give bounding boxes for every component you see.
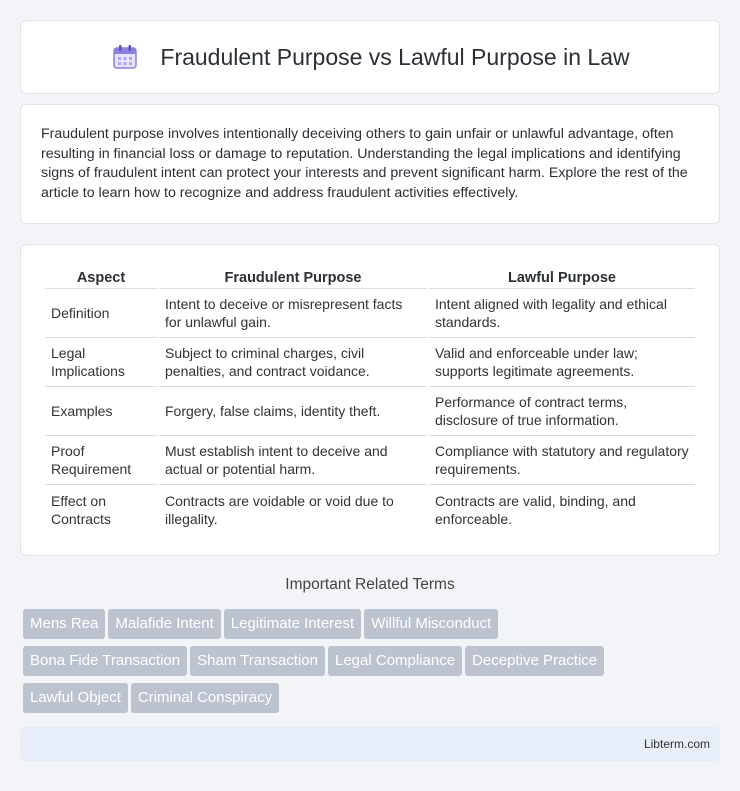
related-terms-list [23,609,723,720]
related-term-tag[interactable]: Malafide Intent [108,609,220,639]
footer-site-link[interactable]: Libterm.com [643,737,710,751]
cell-lawful: Contracts are valid, binding, and enforceable. [435,492,636,527]
cell-fraudulent: Subject to criminal charges, civil penalties, and contract voidance. [159,338,427,387]
table-header-row [45,267,695,289]
related-term-tag[interactable]: Legitimate Interest [224,609,361,639]
comparison-table-card [20,244,720,556]
cell-lawful: Performance of contract terms, disclosure of true information. [429,387,695,436]
related-term-tag[interactable]: Lawful Object [23,683,128,713]
table-row [45,289,695,338]
related-term-tag[interactable]: Bona Fide Transaction [23,646,187,676]
page-title: Fraudulent Purpose vs Lawful Purpose in Law [160,43,630,70]
comparison-table [43,267,697,534]
related-term-tag[interactable]: Legal Compliance [328,646,462,676]
cell-aspect: Examples [45,387,157,436]
related-term-tag[interactable]: Willful Misconduct [364,609,498,639]
calendar-icon [110,42,140,72]
intro-paragraph: Fraudulent purpose involves intentionally deceiving others to gain unfair or unlawful advantage, often resulting in financial loss or damage to reputation. Understanding the legal implications and identifying signs of fraudulent intent can protect your interests and prevent significant harm. Explore the rest of the article to learn how to recognize and address fraudulent activities effectively. [41,126,688,201]
cell-lawful: Valid and enforceable under law; supports legitimate agreements. [429,338,695,387]
table-row [45,436,695,485]
footer [20,727,720,761]
cell-fraudulent: Must establish intent to deceive and actual or potential harm. [159,436,427,485]
cell-aspect: Proof Requirement [45,436,157,485]
table-row [45,387,695,436]
cell-aspect: Legal Implications [45,338,157,387]
cell-lawful: Compliance with statutory and regulatory requirements. [429,436,695,485]
table-row [45,338,695,387]
cell-lawful: Intent aligned with legality and ethical standards. [429,289,695,338]
header-fraudulent: Fraudulent Purpose [159,267,427,289]
related-term-tag[interactable]: Deceptive Practice [465,646,604,676]
related-terms-title: Important Related Terms [285,576,455,593]
cell-aspect: Effect on Contracts [51,492,111,527]
cell-fraudulent: Forgery, false claims, identity theft. [159,387,427,436]
related-term-tag[interactable]: Sham Transaction [190,646,325,676]
related-term-tag[interactable]: Criminal Conspiracy [131,683,279,713]
page-header [20,20,720,94]
cell-fraudulent: Contracts are voidable or void due to illegality. [165,492,394,527]
header-aspect: Aspect [45,267,157,289]
table-row [45,485,695,534]
header-lawful: Lawful Purpose [429,267,695,289]
cell-fraudulent: Intent to deceive or misrepresent facts for unlawful gain. [159,289,427,338]
cell-aspect: Definition [45,289,157,338]
related-term-tag[interactable]: Mens Rea [23,609,105,639]
intro-section [20,104,720,224]
